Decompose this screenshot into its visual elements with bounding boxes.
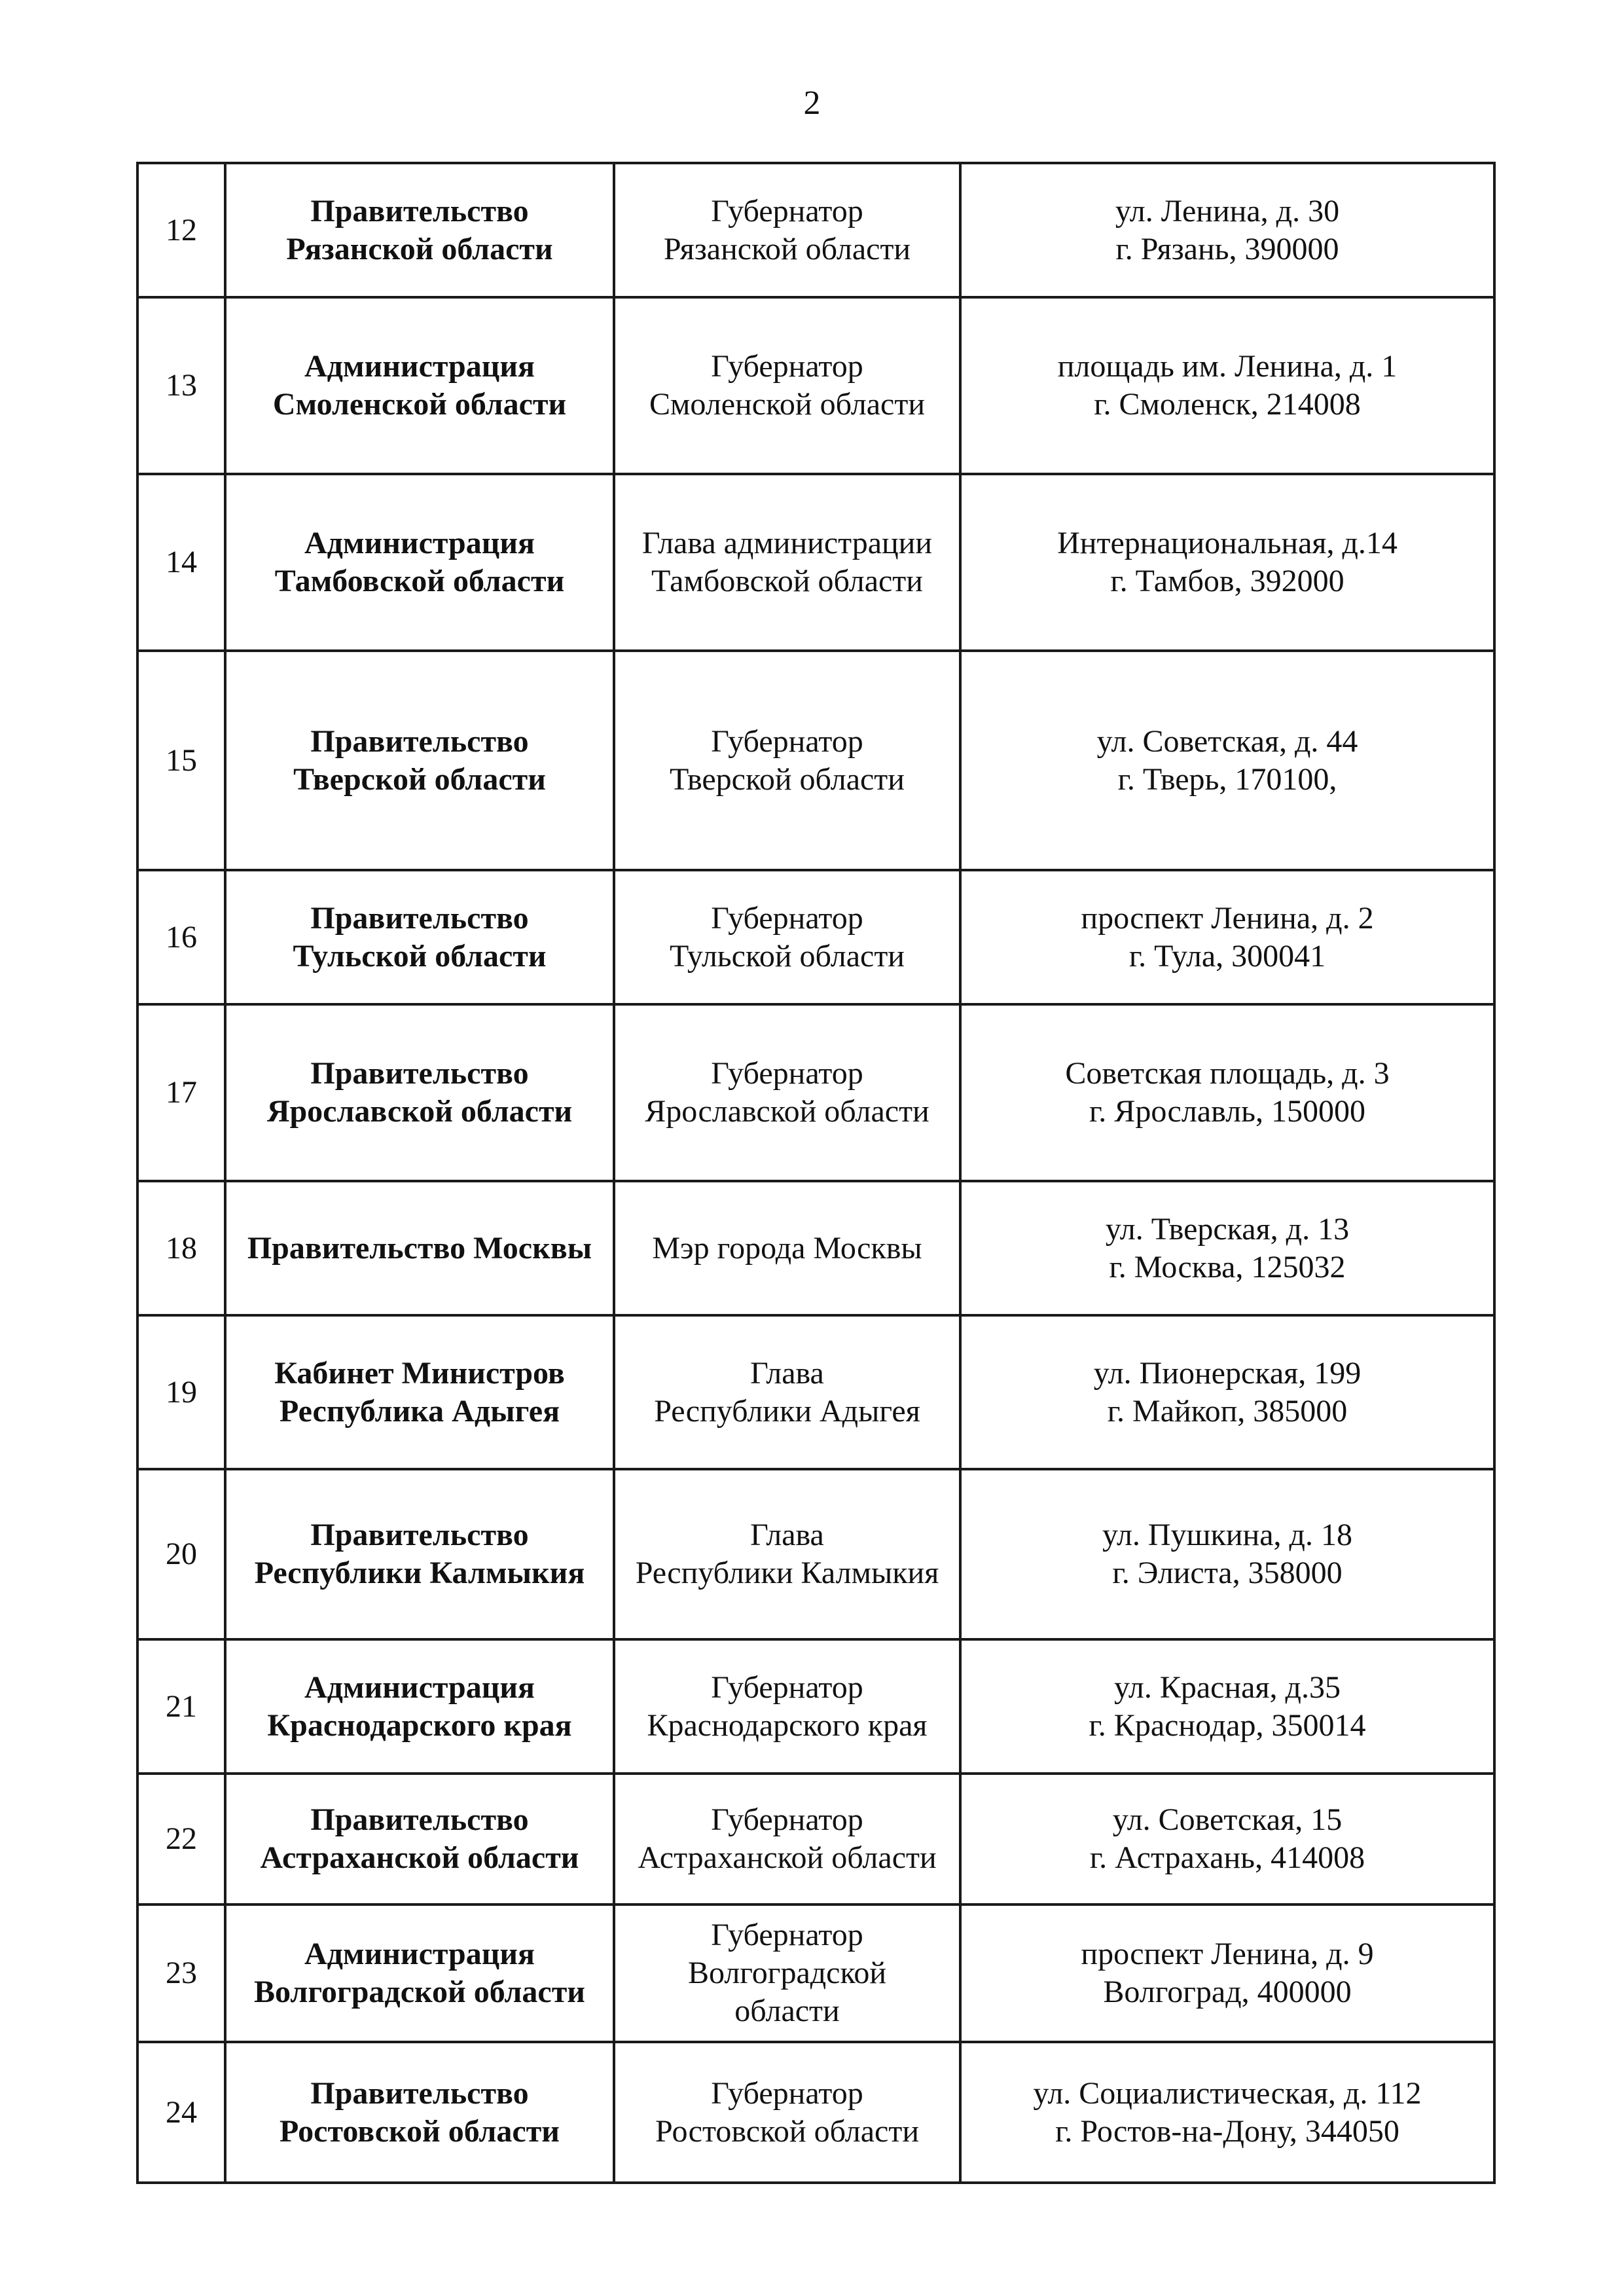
postal-address-line: проспект Ленина, д. 2 <box>1081 900 1374 936</box>
organization-name-line: Ярославской области <box>266 1094 573 1129</box>
head-title-line: Мэр города Москвы <box>652 1230 922 1266</box>
organization-name-line: Правительство <box>310 1056 529 1091</box>
organization-name-line: Астраханской области <box>260 1840 579 1875</box>
table-row <box>137 651 1494 870</box>
postal-address-line: ул. Пионерская, 199 <box>1093 1355 1362 1391</box>
head-title-line: Республики Калмыкия <box>635 1556 939 1590</box>
postal-address <box>960 870 1494 1004</box>
head-title-line: Ростовской области <box>655 2113 920 2149</box>
organization-name-line: Правительство <box>310 1518 529 1552</box>
organization-name-line: Тульской области <box>293 938 547 974</box>
head-title <box>614 1315 960 1469</box>
postal-address-line: Советская площадь, д. 3 <box>1065 1056 1390 1091</box>
head-title-line: Глава <box>750 1355 824 1391</box>
postal-address <box>960 1315 1494 1469</box>
head-title <box>614 1469 960 1639</box>
postal-address-line: г. Краснодар, 350014 <box>1089 1707 1366 1743</box>
organization-name-line: Правительство <box>310 1802 529 1837</box>
head-title-line: Республики Адыгея <box>654 1393 920 1429</box>
postal-address-line: ул. Тверская, д. 13 <box>1105 1211 1350 1247</box>
page-number: 2 <box>803 84 821 122</box>
row-number: 18 <box>137 1181 225 1315</box>
head-title-line: Губернатор <box>711 723 863 759</box>
row-number: 14 <box>137 474 225 651</box>
table-row <box>137 1639 1494 1774</box>
regions-table-body <box>137 163 1494 2183</box>
organization-name-line: Администрация <box>304 1937 535 1971</box>
table-row <box>137 297 1494 474</box>
postal-address-line: Волгоград, 400000 <box>1103 1975 1352 2009</box>
postal-address <box>960 1469 1494 1639</box>
head-title-line: Глава администрации <box>641 526 933 560</box>
organization-name <box>225 2042 614 2183</box>
postal-address-line: ул. Социалистическая, д. 112 <box>1033 2075 1422 2111</box>
organization-name <box>225 1904 614 2042</box>
head-title <box>614 651 960 870</box>
postal-address <box>960 1004 1494 1181</box>
head-title-line: Астраханской области <box>638 1840 937 1875</box>
table-row <box>137 1774 1494 1904</box>
head-title-line: Губернатор <box>711 1918 863 1952</box>
postal-address-line: г. Рязань, 390000 <box>1115 231 1339 266</box>
head-title <box>614 1181 960 1315</box>
table-row <box>137 2042 1494 2183</box>
table-row <box>137 1181 1494 1315</box>
organization-name-line: Правительство <box>310 193 529 228</box>
head-title <box>614 2042 960 2183</box>
organization-name-line: Республика Адыгея <box>279 1393 560 1429</box>
table-row <box>137 870 1494 1004</box>
head-title <box>614 1904 960 2042</box>
postal-address-line: ул. Ленина, д. 30 <box>1115 193 1340 228</box>
head-title <box>614 1774 960 1904</box>
organization-name-line: Волгоградской области <box>254 1975 585 2009</box>
postal-address-line: г. Москва, 125032 <box>1109 1249 1346 1285</box>
table-row <box>137 474 1494 651</box>
row-number: 19 <box>137 1315 225 1469</box>
postal-address-line: г. Майкоп, 385000 <box>1107 1393 1348 1429</box>
postal-address-line: г. Ростов-на-Дону, 344050 <box>1055 2113 1399 2149</box>
table-row <box>137 1469 1494 1639</box>
organization-name-line: Администрация <box>304 349 535 384</box>
postal-address-line: площадь им. Ленина, д. 1 <box>1057 349 1398 384</box>
head-title <box>614 1004 960 1181</box>
row-number: 15 <box>137 651 225 870</box>
head-title <box>614 297 960 474</box>
head-title-line: Тульской области <box>670 938 905 974</box>
row-number: 17 <box>137 1004 225 1181</box>
postal-address-line: г. Астрахань, 414008 <box>1089 1840 1365 1875</box>
head-title-line: области <box>734 1994 840 2028</box>
postal-address <box>960 474 1494 651</box>
organization-name-line: Правительство <box>310 2075 529 2111</box>
postal-address <box>960 2042 1494 2183</box>
organization-name <box>225 870 614 1004</box>
row-number: 24 <box>137 2042 225 2183</box>
organization-name <box>225 1315 614 1469</box>
organization-name-line: Краснодарского края <box>267 1707 572 1743</box>
head-title-line: Глава <box>750 1518 824 1552</box>
organization-name-line: Правительство Москвы <box>247 1230 592 1266</box>
postal-address <box>960 1904 1494 2042</box>
organization-name-line: Правительство <box>310 723 529 759</box>
row-number: 13 <box>137 297 225 474</box>
head-title-line: Тамбовской области <box>651 564 923 598</box>
organization-name-line: Правительство <box>310 900 529 936</box>
head-title-line: Губернатор <box>711 1802 863 1837</box>
head-title-line: Губернатор <box>711 193 863 228</box>
head-title-line: Краснодарского края <box>647 1707 928 1743</box>
row-number: 21 <box>137 1639 225 1774</box>
organization-name-line: Тамбовской области <box>274 564 565 598</box>
organization-name <box>225 297 614 474</box>
head-title-line: Губернатор <box>711 1669 863 1705</box>
postal-address-line: г. Тула, 300041 <box>1128 938 1326 974</box>
table-row <box>137 1315 1494 1469</box>
postal-address-line: Интернациональная, д.14 <box>1057 526 1398 560</box>
postal-address <box>960 1181 1494 1315</box>
postal-address-line: ул. Красная, д.35 <box>1114 1669 1341 1705</box>
organization-name <box>225 651 614 870</box>
postal-address-line: г. Тамбов, 392000 <box>1110 564 1344 598</box>
table-row <box>137 163 1494 297</box>
organization-name <box>225 474 614 651</box>
row-number: 23 <box>137 1904 225 2042</box>
postal-address <box>960 1639 1494 1774</box>
regions-table <box>136 162 1496 2184</box>
postal-address <box>960 651 1494 870</box>
postal-address-line: ул. Советская, д. 44 <box>1096 723 1358 759</box>
head-title-line: Смоленской области <box>649 387 926 422</box>
head-title-line: Губернатор <box>711 349 863 384</box>
head-title-line: Волгоградской <box>687 1956 887 1990</box>
organization-name <box>225 1181 614 1315</box>
postal-address-line: г. Ярославль, 150000 <box>1089 1094 1365 1129</box>
postal-address-line: г. Тверь, 170100, <box>1117 761 1337 797</box>
head-title <box>614 163 960 297</box>
postal-address-line: ул. Советская, 15 <box>1112 1802 1343 1837</box>
postal-address <box>960 1774 1494 1904</box>
organization-name <box>225 1774 614 1904</box>
head-title-line: Губернатор <box>711 1056 863 1091</box>
row-number: 22 <box>137 1774 225 1904</box>
table-row <box>137 1904 1494 2042</box>
organization-name <box>225 1469 614 1639</box>
organization-name-line: Тверской области <box>293 761 546 797</box>
organization-name-line: Смоленской области <box>272 387 567 422</box>
postal-address <box>960 163 1494 297</box>
row-number: 20 <box>137 1469 225 1639</box>
organization-name <box>225 1639 614 1774</box>
organization-name-line: Администрация <box>304 1669 535 1705</box>
postal-address-line: ул. Пушкина, д. 18 <box>1102 1518 1352 1552</box>
row-number: 16 <box>137 870 225 1004</box>
organization-name-line: Республики Калмыкия <box>254 1556 585 1590</box>
head-title <box>614 474 960 651</box>
postal-address-line: г. Смоленск, 214008 <box>1094 387 1361 422</box>
postal-address <box>960 297 1494 474</box>
postal-address-line: проспект Ленина, д. 9 <box>1081 1937 1374 1971</box>
head-title-line: Губернатор <box>711 2075 863 2111</box>
head-title-line: Ярославской области <box>645 1094 929 1129</box>
head-title <box>614 870 960 1004</box>
head-title-line: Губернатор <box>711 900 863 936</box>
row-number: 12 <box>137 163 225 297</box>
organization-name <box>225 163 614 297</box>
table-row <box>137 1004 1494 1181</box>
organization-name-line: Рязанской области <box>286 231 553 266</box>
organization-name <box>225 1004 614 1181</box>
organization-name-line: Кабинет Министров <box>274 1355 565 1391</box>
head-title-line: Рязанской области <box>663 231 911 266</box>
head-title <box>614 1639 960 1774</box>
organization-name-line: Ростовской области <box>280 2113 560 2149</box>
head-title-line: Тверской области <box>670 761 905 797</box>
organization-name-line: Администрация <box>304 526 535 560</box>
postal-address-line: г. Элиста, 358000 <box>1112 1556 1343 1590</box>
